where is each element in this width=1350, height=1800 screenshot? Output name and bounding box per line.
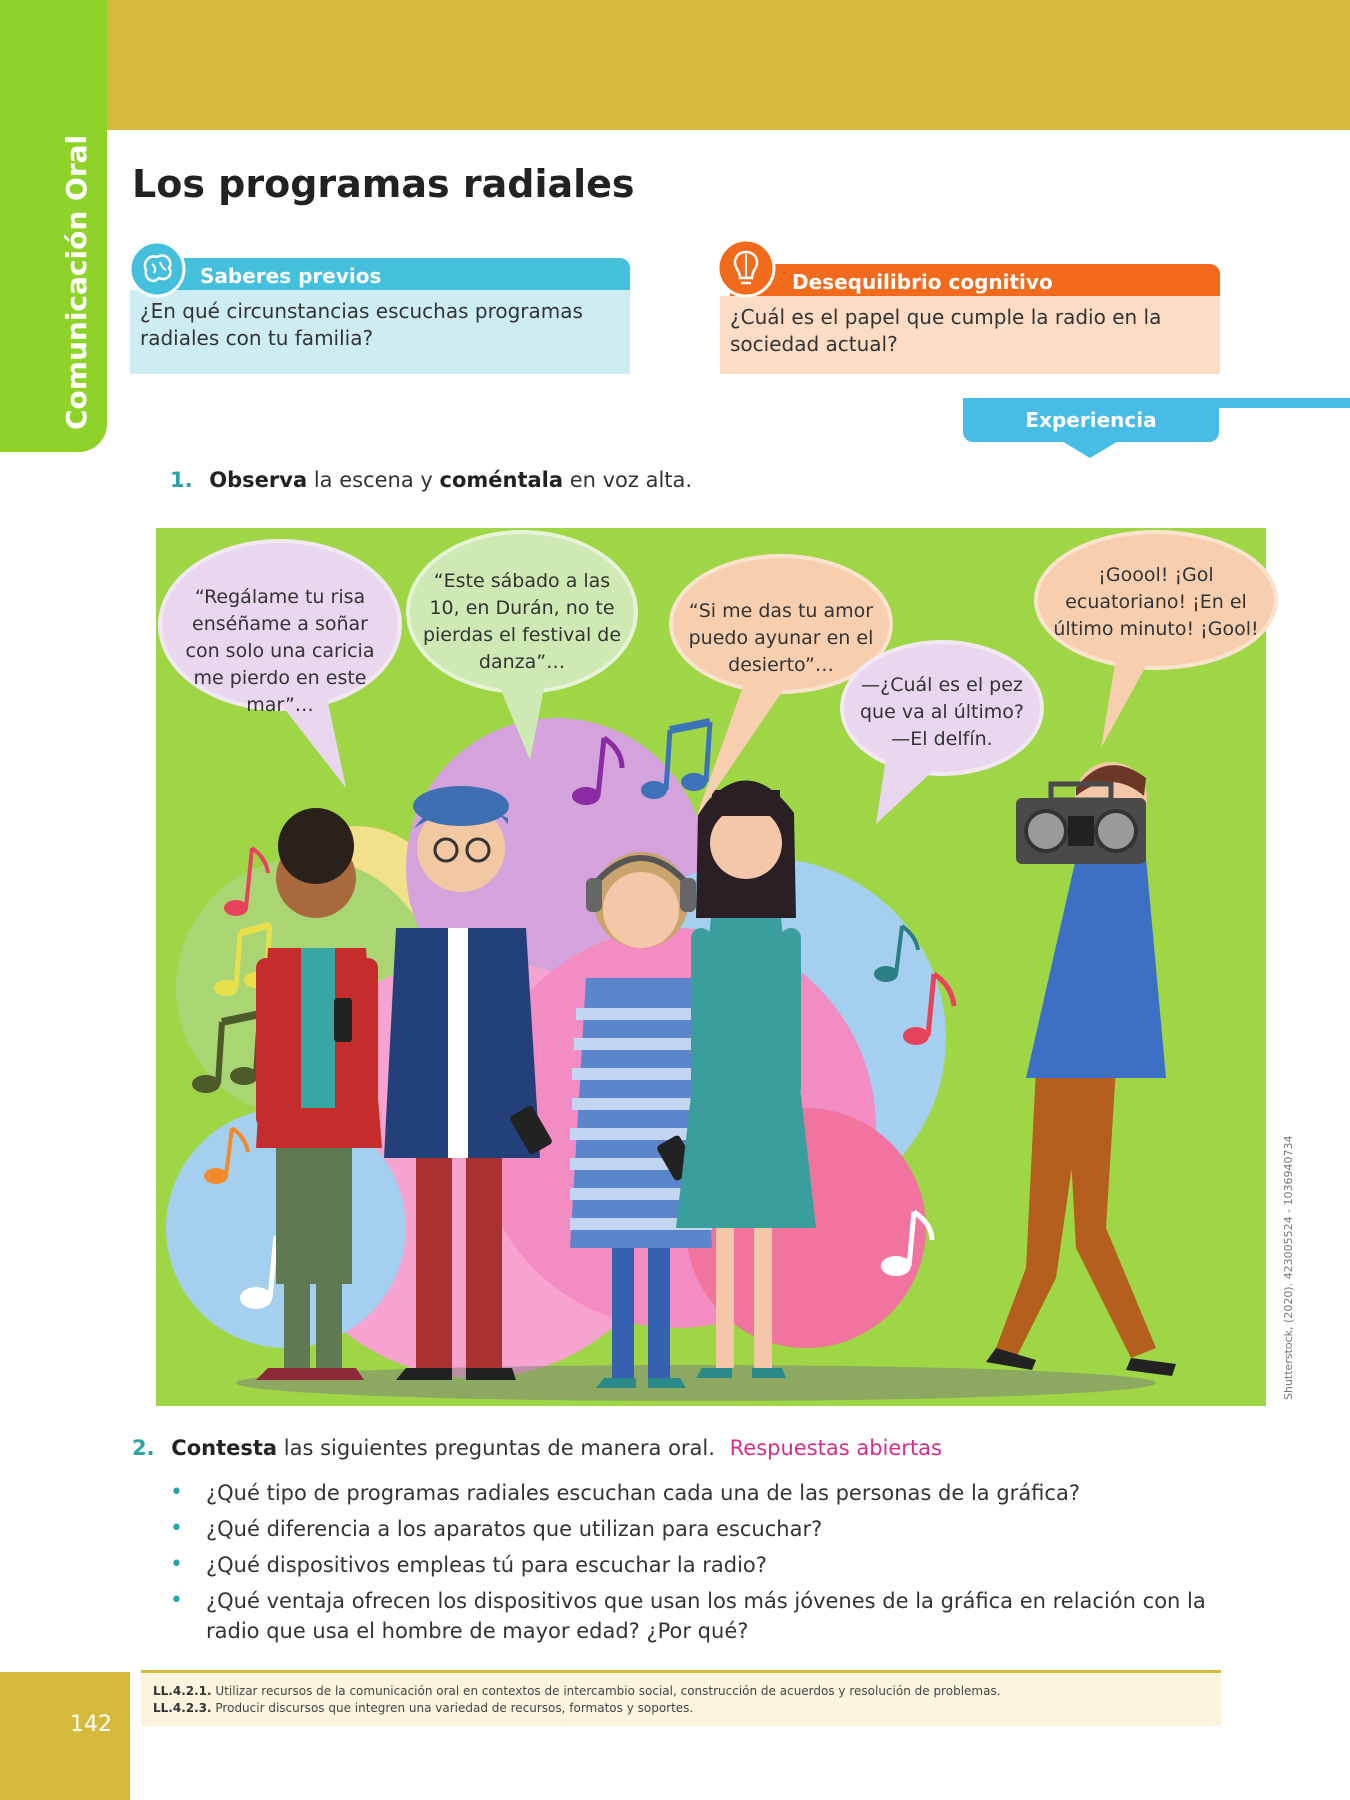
activity-2-answer-note: Respuestas abiertas: [729, 1436, 942, 1460]
saberes-previos-header: [138, 258, 630, 290]
experiencia-rule: [1218, 398, 1350, 408]
question-list: [170, 1478, 1230, 1652]
activity-1-verb: Observa: [209, 468, 308, 492]
standard-line: [153, 1683, 1209, 1700]
lightbulb-icon: [716, 238, 776, 298]
desequilibrio-question: ¿Cuál es el papel que cumple la radio en la sociedad actual?: [730, 305, 1162, 356]
speech-bubble-2-text: “Este sábado a las 10, en Durán, no te pierdas el festival de danza”…: [422, 570, 622, 673]
curriculum-standards: [141, 1670, 1221, 1726]
saberes-previos-body: [130, 290, 630, 374]
saberes-previos-question: ¿En qué circunstancias escuchas programas radiales con tu familia?: [140, 299, 583, 350]
speech-bubble-3-text: “Si me das tu amor puedo ayunar en el desierto”…: [688, 600, 874, 676]
experiencia-tab: [963, 398, 1219, 442]
question-item: • ¿Qué tipo de programas radiales escuchan cada una de las personas de la gráfica?: [170, 1478, 1230, 1508]
question-item: • ¿Qué diferencia a los aparatos que utilizan para escuchar?: [170, 1514, 1230, 1544]
activity-2-rest: las siguientes preguntas de manera oral.: [283, 1436, 715, 1460]
desequilibrio-box: [716, 260, 1220, 374]
scene-illustration: [156, 528, 1266, 1406]
activity-1-number: 1.: [170, 468, 193, 492]
saberes-previos-title: Saberes previos: [200, 264, 382, 288]
desequilibrio-title: Desequilibrio cognitivo: [792, 270, 1053, 294]
top-band: [107, 0, 1350, 130]
speech-bubble-5-text: ¡Goool! ¡Gol ecuatoriano! ¡En el último minuto! ¡Gool!: [1053, 564, 1259, 640]
speech-bubble-4-text: —¿Cuál es el pez que va al último? —El delfín.: [860, 674, 1024, 750]
standard-text: Utilizar recursos de la comunicación oral en contextos de intercambio social, construcción de acuerdos y resolución de problemas.: [215, 1684, 1001, 1698]
speech-bubble-1-text: “Regálame tu risa enséñame a soñar con solo una caricia me pierdo en este mar”…: [185, 586, 375, 716]
desequilibrio-body: [720, 296, 1220, 374]
activity-1-end: en voz alta.: [569, 468, 693, 492]
activity-2: [132, 1436, 942, 1460]
section-label: Comunicación Oral: [60, 134, 93, 430]
saberes-previos-box: [128, 256, 630, 374]
activity-1-verb2: coméntala: [439, 468, 564, 492]
section-tab: [0, 0, 107, 452]
activity-2-verb: Contesta: [171, 1436, 278, 1460]
brain-icon: [128, 240, 186, 298]
experiencia-label: Experiencia: [1025, 408, 1157, 432]
standard-code: LL.4.2.1.: [153, 1684, 212, 1698]
standard-code: LL.4.2.3.: [153, 1701, 212, 1715]
question-item: • ¿Qué ventaja ofrecen los dispositivos que usan los más jóvenes de la gráfica en relación con la radio que usa el hombre de mayor edad? ¿Por qué?: [170, 1586, 1230, 1646]
page-number: 142: [70, 1712, 112, 1737]
standard-line: [153, 1700, 1209, 1717]
experiencia-arrow: [1060, 440, 1120, 458]
page-title: Los programas radiales: [132, 162, 635, 206]
image-credit: Shutterstock, (2020). 423005524 - 1036940734: [1282, 1135, 1295, 1400]
standard-text: Producir discursos que integren una variedad de recursos, formatos y soportes.: [215, 1701, 694, 1715]
activity-1-mid: la escena y: [313, 468, 433, 492]
question-item: • ¿Qué dispositivos empleas tú para escuchar la radio?: [170, 1550, 1230, 1580]
activity-1: [170, 468, 692, 492]
activity-2-number: 2.: [132, 1436, 155, 1460]
desequilibrio-header: [730, 264, 1220, 296]
